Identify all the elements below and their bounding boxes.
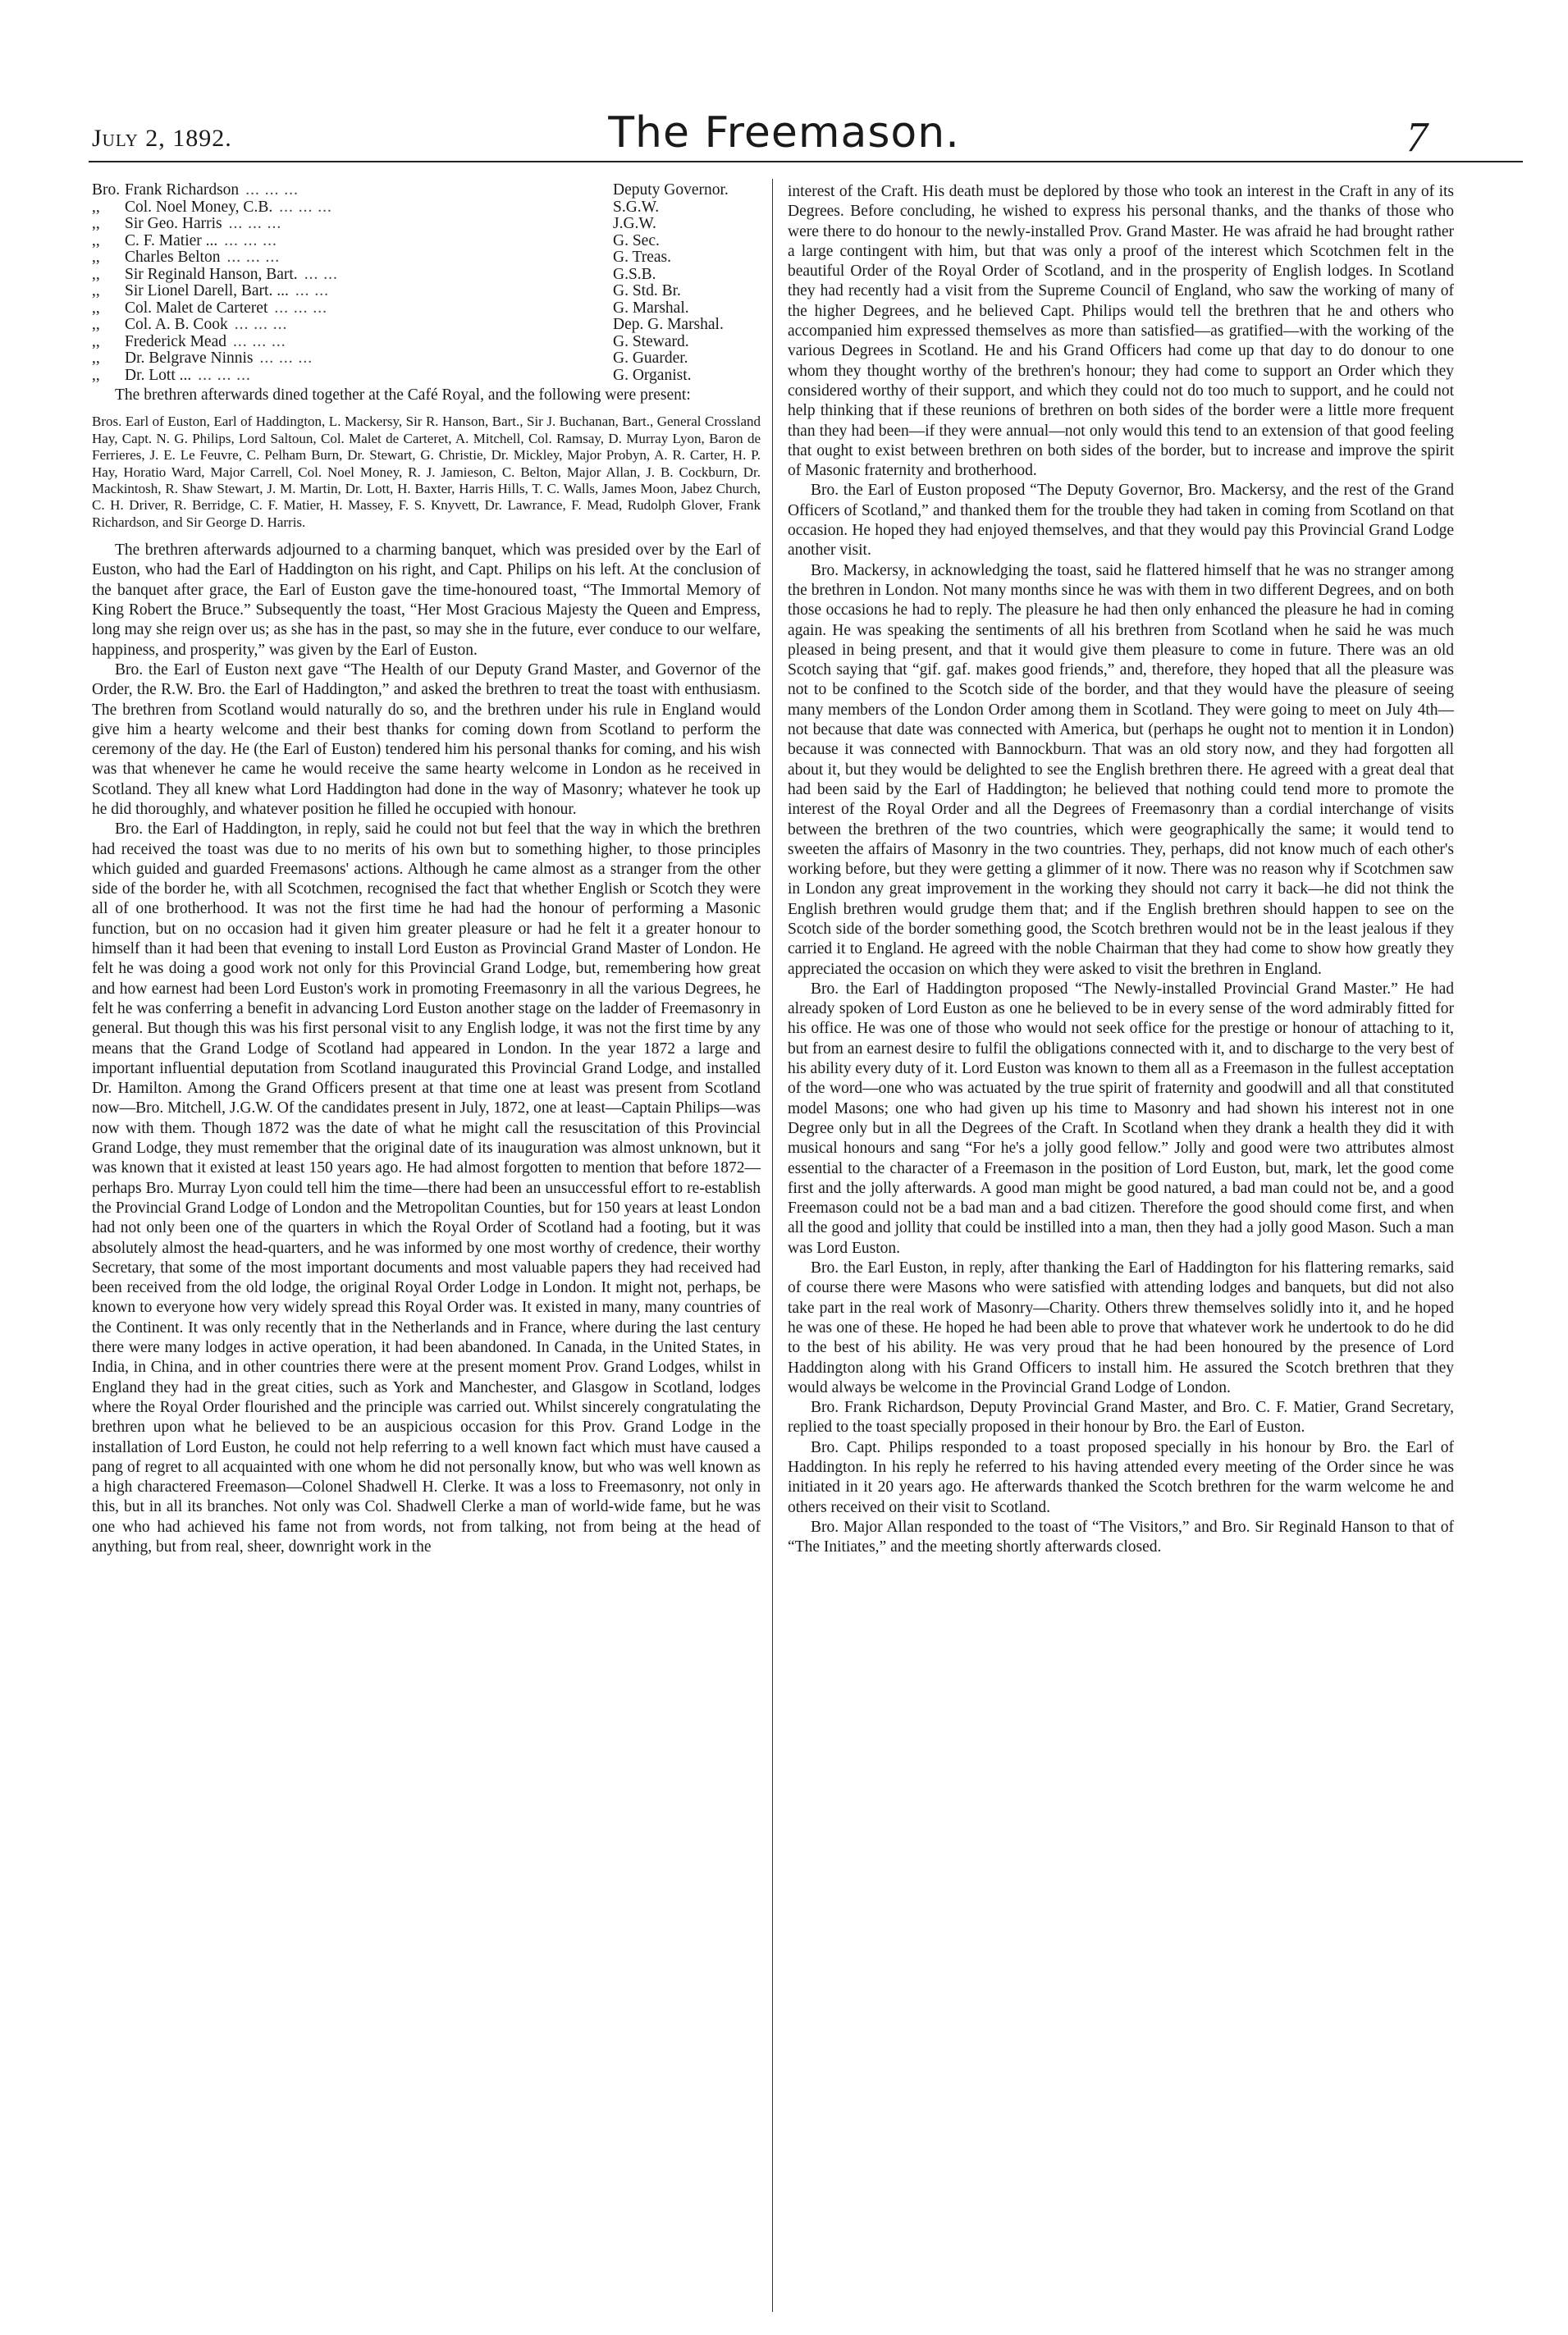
officer-prefix: ,, <box>92 198 100 216</box>
officer-office: G.S.B. <box>613 265 656 283</box>
officer-name: Frank Richardson <box>125 181 240 199</box>
mackersy-paragraph: Bro. Mackersy, in acknowledging the toast, said he flattered himself that he was no stranger among the brethren in London. Not many months since he was with them in two different Degrees, and on both those occasions he had to reply. The pleasure he had then only enhanced the pleasure he had in coming again. He was speaking the sentiments of all his brethren from Scotland when he said he was much pleased in being present, and that it would give them pleasure to come in future. There was an old Scotch saying that “gif. gaf. makes good friends,” and, therefore, they hoped that all the pleasure was not to be confined to the Scotch side of the border, and that they would have the pleasure of seeing many members of the London Order among them in Scotland. They were going to meet on July 4th—not because that date was connected with America, but (perhaps he ought not to mention it in London) because it was connected with Bannockburn. That was an old story now, and they had forgotten all about it, but they would be delighted to see the English brethren there. He agreed with a great deal that had been said by the Earl of Haddington; he believed that nothing could tend more to promote the interest of the Royal Order and all the Degrees of Freemasonry than a cordial interchange of visits between the brethren of the two countries, which were geographically the same; it would tend to sweeten the affairs of Masonry in the two countries. They, perhaps, did not know much of each other's working before, but they were getting a glimmer of it now. There was no reason why if Scotchmen saw in London any great improvement in the working they should not carry it back—he did not think the English brethren would grudge them that; and if the English brethren should happen to see on the Scotch side of the border something good, the Scotch brethren would not be in the least jealous if they carried it to England. He agreed with the noble Chairman that they had come to show how greatly they appreciated the occasion on which they were asked to visit the brethren in England. <box>788 561 1454 978</box>
leader-dots: ... ... ... <box>279 199 332 216</box>
officer-row <box>92 233 761 250</box>
leader-dots: ... ... ... <box>233 333 286 350</box>
haddington-toast-paragraph: Bro. the Earl of Haddington proposed “The Newly-installed Provincial Grand Master.” He had already spoken of Lord Euston as one he believed to be in every sense of the word admirably fitted for his office. He was one of those who would not seek office for the prestige or honour of attaching to it, but from an earnest desire to fulfil the obligations connected with it, and to discharge to the very best of his ability every duty of it. Lord Euston was known to them all as a Freemason in the fullest acceptation of the word—one who was actuated by the true spirit of fraternity and goodwill and all that constituted model Masons; one who had given up his time to Masonry and had shown his interest not in one Degree only but in all the Degrees of the Craft. In Scotland when they drank a health they did it with musical honours and sang “For he's a jolly good fellow.” Jolly and good were two attributes almost essential to the character of a Freemason in the position of Lord Euston, but, mark, let the good come first and the jolly afterwards. A good man might be good natured, a bad man could not be, and a good Freemason could not be a bad man and a bad citizen. Therefore the good should come first, and when all the good and jollity that could be instilled into a man, then they had a jolly good Mason. Such a man was Lord Euston. <box>788 980 1454 1257</box>
officer-name: Sir Geo. Harris <box>125 215 222 232</box>
left-column <box>92 182 761 1557</box>
haddington-reply-paragraph: Bro. the Earl of Haddington, in reply, said he could not but feel that the way in which the brethren had received the toast was due to no merits of his own but to something higher, to those principles which guided and guarded Freemasons' actions. Although he came almost as a stranger from the other side of the border he, with all Scotchmen, recognised the fact that whether English or Scotch they were all of one brotherhood. It was not the first time he had had the honour of performing a Masonic function, but on no occasion had it given him greater pleasure or had he felt it a greater honour to himself than it had been that evening to install Lord Euston as Provincial Grand Master of London. He felt he was doing a good work not only for this Provincial Grand Lodge, but, remembering how great and how earnest had been Lord Euston's work in promoting Freemasonry in all the various Degrees, he felt he was conferring a benefit in advancing Lord Euston another stage on the ladder of Freemasonry in general. But though this was his first personal visit to any English lodge, it was not the first time by any means that the Grand Lodge of Scotland had appeared in London. In the year 1872 a large and important influential deputation from Scotland inaugurated this Provincial Grand Lodge, and installed Dr. Hamilton. Among the Grand Officers present at that time one at least was present from Scotland now—Bro. Mitchell, J.G.W. Of the candidates present in July, 1872, one at least—Captain Philips—was now with them. Though 1872 was the date of what he might call the resuscitation of this Provincial Grand Lodge, they must remember that the original date of its inauguration was almost unknown, but it was known that it existed at least 150 years ago. He had almost forgotten to mention that before 1872—perhaps Bro. Murray Lyon could tell him the time—there had been an unsuccessful effort to re-establish the Provincial Grand Lodge of London and the Metropolitan Counties, but for 150 years at least London had not only been one of the quarters in which the Royal Order of Scotland had a footing, but it was absolutely almost the head-quarters, and he was informed by one most worthy of credence, their worthy Secretary, that some of the most important documents and most valuable papers they had received had been received from the old lodge, the original Royal Order Lodge in London. It might not, perhaps, be known to everyone how very widely spread this Royal Order was. It existed in many, many countries of the Continent. It was only recently that in the Netherlands and in France, where during the last century there were many lodges in active operation, it had been abandoned. In Canada, in the United States, in India, in China, and in other countries there were at the present moment Prov. Grand Lodges, whilst in England they had in the great cities, such as York and Manchester, and Glasgow in Scotland, lodges where the Royal Order flourished and the principle was carried out. Whilst sincerely congratulating the brethren upon what he believed to be an auspicious occasion for this Prov. Grand Lodge in the installation of Lord Euston, he could not help referring to a well known fact which must have caused a pang of regret to all acquainted with one whom he did not personally know, but who was well known as a high charactered Freemason—Colonel Shadwell H. Clerke. It was a loss to Freemasonry, not only in this, but in all its branches. Not only was Col. Shadwell Clerke a man of world-wide fame, but he was one who had achieved his fame not from words, not from talking, not from being at the head of anything, but from real, sheer, downright work in the <box>92 820 761 1556</box>
officer-name: Frederick Mead <box>125 332 226 350</box>
officer-row <box>92 216 761 233</box>
leader-dots: ... ... ... <box>224 232 277 249</box>
officer-office: J.G.W. <box>613 215 656 232</box>
officer-prefix: Bro. <box>92 181 121 199</box>
attendee-list: Bros. Earl of Euston, Earl of Haddington, L. Mackersy, Sir R. Hanson, Bart., Sir J. Buchanan, Bart., General Crossland Hay, Capt. N. G. Philips, Lord Saltoun, Col. Malet de Carteret, A. Mitchell, Col. Ramsay, D. Murray Lyon, Baron de Ferrieres, J. E. Le Feuvre, C. Pelham Burn, Dr. Stewart, G. Christie, Dr. Mickley, Major Probyn, A. R. Carter, H. P. Hay, Horatio Ward, Major Carrell, Col. Noel Money, R. J. Jamieson, C. Belton, Major Allan, J. B. Cockburn, Dr. Mackintosh, R. Shaw Stewart, J. M. Martin, Dr. Lott, H. Baxter, Harris Hills, T. C. Walls, James Moon, Jabez Church, C. H. Driver, R. Berridge, C. F. Matier, H. Massey, F. S. Knyvett, Dr. Lawrance, F. Mead, Rudolph Glover, Frank Richardson, and Sir George D. Harris. <box>92 414 761 530</box>
leader-dots: ... ... ... <box>245 182 299 199</box>
toast-deputy-paragraph: Bro. the Earl of Euston next gave “The Health of our Deputy Grand Master, and Governor of the Order, the R.W. Bro. the Earl of Haddington,” and asked the brethren to treat the toast with enthusiasm. The brethren from Scotland would naturally do so, and the brethren under his rule in England would give him a hearty welcome and their best thanks for coming down from Scotland to perform the ceremony of the day. He (the Earl of Euston) tendered him his personal thanks for coming, and his wish was that whenever he came he would receive the same hearty welcome in London as he received in Scotland. They all knew what Lord Haddington had done in the way of Masonry; whatever he took up he did thoroughly, and whatever position he filled he occupied with honour. <box>92 660 761 818</box>
leader-dots: ... ... ... <box>198 367 251 384</box>
masthead-rule <box>89 161 1523 162</box>
richardson-paragraph: Bro. Frank Richardson, Deputy Provincial Grand Master, and Bro. C. F. Matier, Grand Secretary, replied to the toast specially proposed in their honour by Bro. the Earl of Euston. <box>788 1399 1454 1437</box>
column-rule <box>772 179 773 2312</box>
leader-dots: ... ... <box>304 266 338 283</box>
officer-row <box>92 300 761 318</box>
officer-prefix: ,, <box>92 215 100 232</box>
officer-name: Charles Belton <box>125 249 221 266</box>
officer-prefix: ,, <box>92 366 100 384</box>
euston-toast-paragraph: Bro. the Earl of Euston proposed “The Deputy Governor, Bro. Mackersy, and the rest of the Grand Officers of Scotland,” and thanked them for the trouble they had taken in coming from Scotland on that occasion. He hoped they had enjoyed themselves, and that they would pay this Provincial Grand Lodge another visit. <box>788 482 1454 560</box>
officer-name: Col. A. B. Cook <box>125 316 228 333</box>
officer-name: Dr. Lott ... <box>125 366 192 384</box>
officer-name: Col. Malet de Carteret <box>125 299 268 317</box>
officer-prefix: ,, <box>92 282 100 299</box>
officer-prefix: ,, <box>92 265 100 283</box>
officer-row <box>92 249 761 267</box>
officer-row <box>92 283 761 300</box>
page-number: 7 <box>1406 114 1428 161</box>
officers-list <box>92 182 761 384</box>
leader-dots: ... ... ... <box>234 317 288 333</box>
officer-prefix: ,, <box>92 350 100 367</box>
officer-name: Dr. Belgrave Ninnis <box>125 350 254 367</box>
officer-row <box>92 334 761 351</box>
officer-office: Dep. G. Marshal. <box>613 316 724 333</box>
leader-dots: ... ... ... <box>259 350 313 367</box>
officer-office: G. Sec. <box>613 231 660 249</box>
leader-dots: ... ... ... <box>228 216 282 232</box>
officer-prefix: ,, <box>92 231 100 249</box>
dinner-paragraph: The brethren afterwards dined together at the Café Royal, and the following were present: <box>115 386 691 404</box>
officer-prefix: ,, <box>92 316 100 333</box>
continuation-paragraph: interest of the Craft. His death must be deplored by those who took an interest in the Craft in any of its Degrees. Before concluding, he wished to express his personal thanks, and the thanks of those who were there to do honour to the newly-installed Prov. Grand Master. He was afraid he had brought rather a large contingent with him, but that was only a proof of the interest which Scotchmen felt in the beautiful Order of the Royal Order of Scotland, and in the prosperity of English lodges. In Scotland they had recently had a visit from the Supreme Council of England, who saw the working of many of the higher Degrees, and he believed Capt. Philips would tell the brethren that he and others who accompanied him expressed themselves as more than satisfied—as gratified—with the working of the various Degrees in Scotland. He and his Grand Officers had come up that day to do donour to one whom they thought worthy of the brethren's honour; they had come to support an Order which they considered worthy of their support, and which they could not do too much to support, and he could not help thinking that if these reunions of brethren on both sides of the border were a little more frequent than they had been—if they were annual—not only would this tend to an extension of that good feeling that ought to exist between brethren on both sides of the border, but to increase and improve the spirit of Masonic fraternity and brotherhood. <box>788 183 1454 480</box>
officer-office: G. Organist. <box>613 366 692 384</box>
officer-prefix: ,, <box>92 332 100 350</box>
officer-office: G. Std. Br. <box>613 282 681 299</box>
officer-name: Sir Lionel Darell, Bart. ... <box>125 282 289 299</box>
leader-dots: ... ... ... <box>226 249 281 266</box>
officer-prefix: ,, <box>92 299 100 317</box>
officer-office: G. Guarder. <box>613 350 688 367</box>
issue-date: July 2, 1892. <box>92 125 232 152</box>
banquet-paragraph: The brethren afterwards adjourned to a charming banquet, which was presided over by the Earl of Euston, who had the Earl of Haddington on his right, and Capt. Philips on his left. At the conclusion of the banquet after grace, the Earl of Euston gave the time-honoured toast, “The Immortal Memory of King Robert the Bruce.” Subsequently the toast, “Her Most Gracious Majesty the Queen and Empress, long may she reign over us; as she has in the past, so may she in the future, ever conduce to our welfare, happiness, and prosperity,” was given by the Earl of Euston. <box>92 541 761 659</box>
right-column <box>788 182 1454 1557</box>
euston-reply-paragraph: Bro. the Earl Euston, in reply, after thanking the Earl of Haddington for his flattering remarks, said of course there were Masons who were satisfied with attending lodges and banquets, but did not also take part in the real work of Masonry—Charity. Others threw themselves solidly into it, and he hoped he was one of these. He hoped he had been able to prove that whatever work he undertook to do he did to the best of his ability. He was very proud that he had been honoured by the presence of Lord Haddington along with his Grand Officers to install him. He assured the Scotch brethren that they would always be welcome in the Provincial Grand Lodge of London. <box>788 1259 1454 1396</box>
masthead-title: The Freemason. <box>608 108 960 158</box>
officer-name: Col. Noel Money, C.B. <box>125 198 273 216</box>
officer-office: G. Steward. <box>613 332 689 350</box>
officer-row <box>92 317 761 334</box>
leader-dots: ... ... ... <box>274 299 327 317</box>
officer-row <box>92 350 761 368</box>
leader-dots: ... ... <box>295 283 329 299</box>
philips-paragraph: Bro. Capt. Philips responded to a toast proposed specially in his honour by Bro. the Earl of Haddington. In his reply he referred to his having attended every meeting of the Order since he was initiated in it 20 years ago. He afterwards thanked the Scotch brethren for the warm welcome he and others received on their visit to Scotland. <box>788 1438 1454 1516</box>
officer-row <box>92 267 761 284</box>
closing-paragraph: Bro. Major Allan responded to the toast of “The Visitors,” and Bro. Sir Reginald Hanson to that of “The Initiates,” and the meeting shortly afterwards closed. <box>788 1518 1454 1556</box>
officer-office: G. Treas. <box>613 249 671 266</box>
officer-office: Deputy Governor. <box>613 181 729 199</box>
officer-name: C. F. Matier ... <box>125 231 218 249</box>
officer-office: S.G.W. <box>613 198 660 216</box>
officer-prefix: ,, <box>92 249 100 266</box>
officer-name: Sir Reginald Hanson, Bart. <box>125 265 298 283</box>
officer-row <box>92 199 761 217</box>
officer-office: G. Marshal. <box>613 299 689 317</box>
officer-row <box>92 368 761 385</box>
officer-row <box>92 182 761 199</box>
